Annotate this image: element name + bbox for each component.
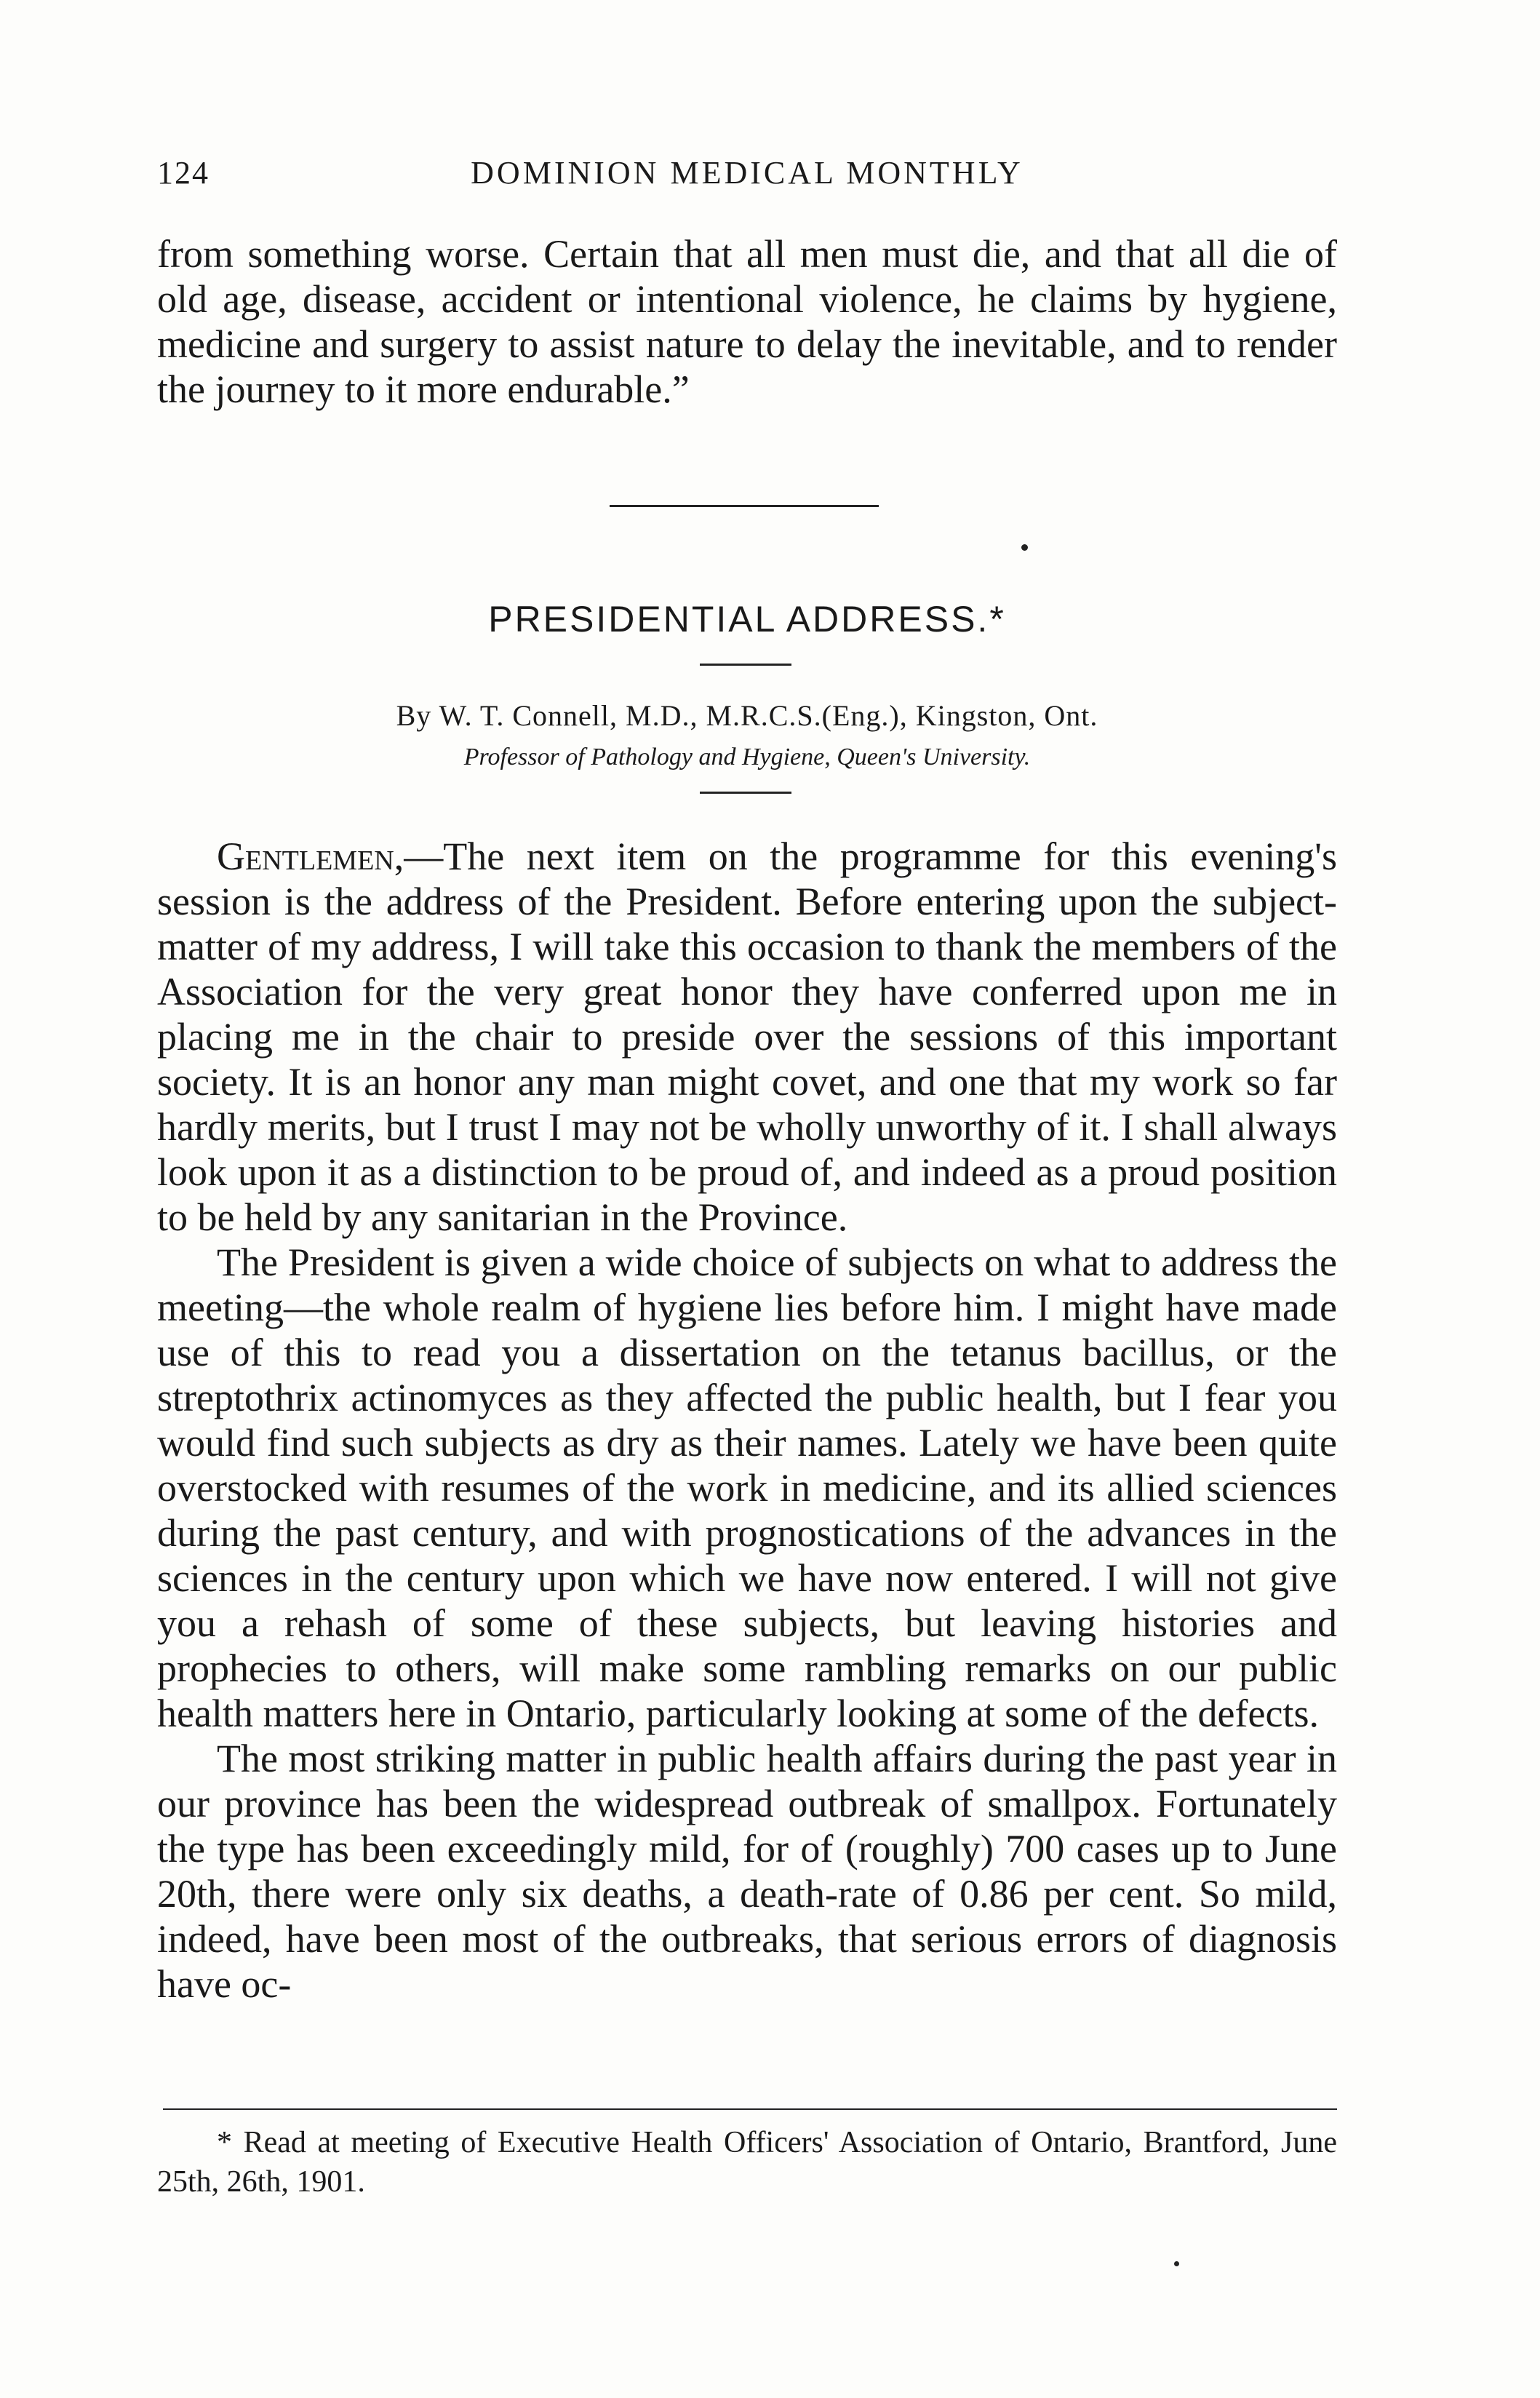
salutation: Gentlemen, (217, 834, 404, 878)
body-paragraph-3: The most striking matter in public health affairs during the past year in our province has been the widespread outbreak of smallpox. Fortunately the type has been exceedingly mild, for of (roughly) 700 cases up to June 20th, there were only six deaths, a death-rate of 0.86 per cent. So mild, indeed, have been most of the outbreaks, that serious errors of diagnosis have oc- (157, 1737, 1337, 2006)
footnote-rule (163, 2108, 1337, 2110)
author-byline: By W. T. Connell, M.D., M.R.C.S.(Eng.), Kingston, Ont. (396, 699, 1098, 732)
page-number: 124 (157, 155, 210, 191)
footnote: * Read at meeting of Executive Health Officers' Association of Ontario, Brantford, June 25th, 26th, 1901. (157, 2126, 1337, 2199)
body-paragraph-1 (157, 834, 1337, 1240)
intro-paragraph: from something worse. Certain that all men must die, and that all die of old age, disease, accident or intentional violence, he claims by hygiene, medicine and surgery to assist nature to delay the inevitable, and to render the journey to it more endurable.” (157, 232, 1337, 411)
author-affiliation: Professor of Pathology and Hygiene, Queen's University. (463, 744, 1031, 770)
intro-paragraph-block (157, 231, 1337, 412)
body-paragraph-2: The President is given a wide choice of subjects on what to address the meeting—the whole realm of hygiene lies before him. I might have made use of this to read you a dissertation on the tetanus bacillus, or the streptothrix actinomyces as they affected the public health, but I fear you would find such subjects as dry as their names. Lately we have been quite overstocked with resumes of the work in medicine, and its allied sciences during the past century, and with prognostications of the advances in the sciences in the century upon which we have now entered. I will not give you a rehash of some of these subjects, but leaving histories and prophecies to others, will make some rambling remarks on our public health matters here in Ontario, particularly looking at some of the defects. (157, 1240, 1337, 1735)
journal-title: DOMINION MEDICAL MONTHLY (471, 155, 1024, 191)
section-divider-rule (610, 505, 879, 507)
article-title: PRESIDENTIAL ADDRESS.* (488, 599, 1006, 640)
paragraph-text: —The next item on the programme for this evening's session is the address of the President. Before entering upon the subject-matter of my address, I will take this occasion to thank the members of the Association for the very great honor they have conferred upon me in placing me in the chair to preside over the sessions of this important society. It is an honor any man might covet, and one that my work so far hardly merits, but I trust I may not be wholly unworthy of it. I shall always look upon it as a distinction to be proud of, and indeed as a proud position to be held by any sanitarian in the Province. (157, 834, 1337, 1239)
ink-speck (1021, 544, 1028, 551)
ink-speck (1174, 2261, 1179, 2266)
title-underline-rule (700, 664, 791, 666)
byline-rule (700, 792, 791, 794)
article-body (157, 834, 1337, 2007)
running-head (157, 154, 1337, 198)
